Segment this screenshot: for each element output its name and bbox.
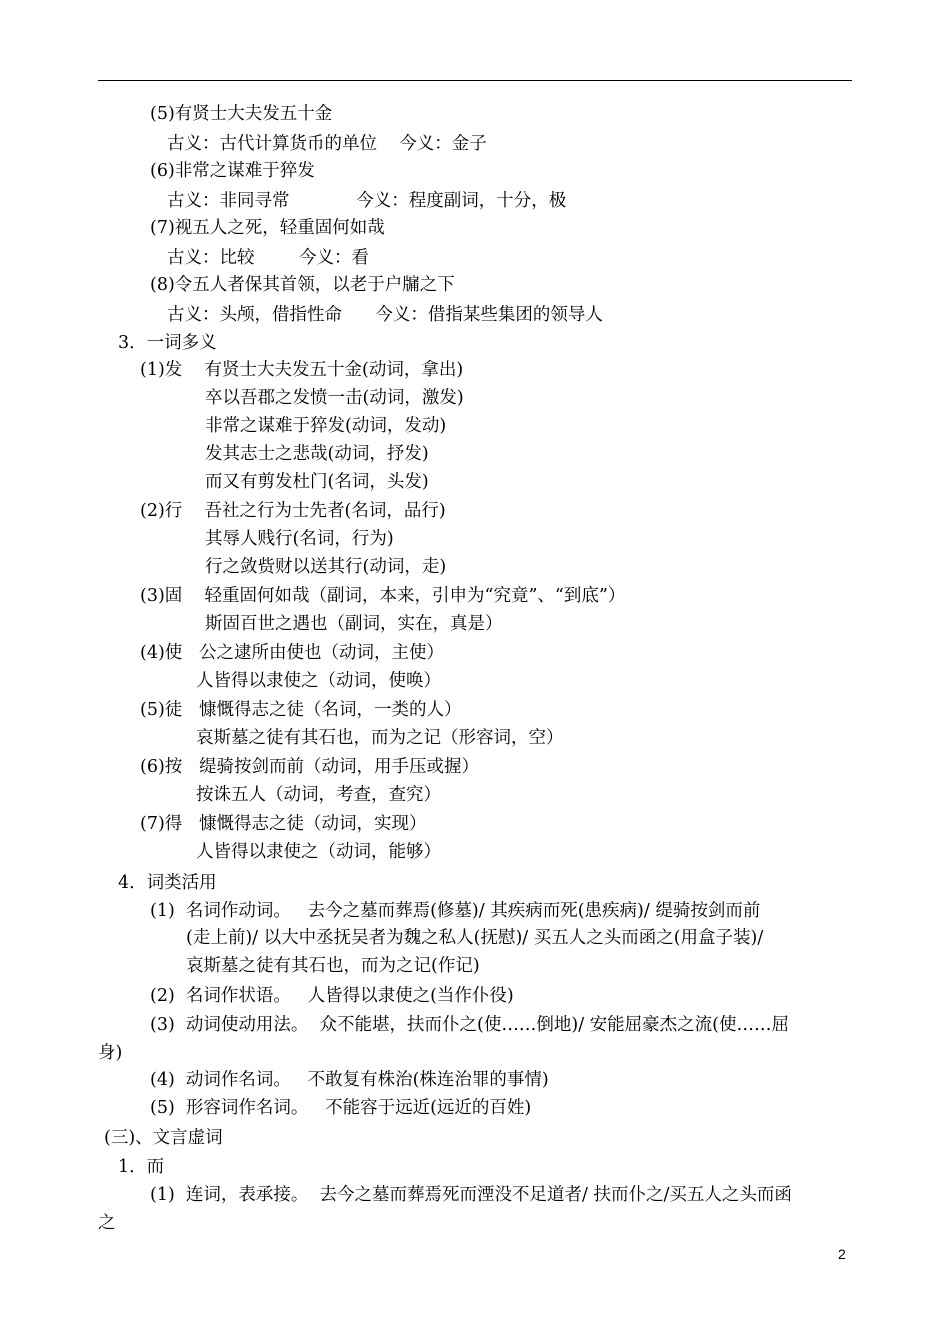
text-line: 古义：古代计算货币的单位 今义：金子 (167, 134, 487, 154)
text-line: 人皆得以隶使之（动词，能够） (196, 842, 441, 862)
text-line: (3) 动词使动用法。 众不能堪，扶而仆之(使……倒地)/ 安能屈豪杰之流(使……屈 (150, 1015, 789, 1035)
text-line: (2)行 吾社之行为士先者(名词，品行) (140, 501, 446, 521)
text-line: 按诛五人（动词，考查，查究） (196, 785, 441, 805)
text-line: 哀斯墓之徒有其石也，而为之记（形容词，空） (196, 728, 564, 748)
text-line: (5)徒 慷慨得志之徒（名词，一类的人） (140, 700, 462, 720)
text-line: (5)有贤士大夫发五十金 (150, 104, 333, 124)
text-line: 哀斯墓之徒有其石也，而为之记(作记) (186, 956, 480, 976)
text-line: (走上前)/ 以大中丞抚吴者为魏之私人(抚慰)/ 买五人之头而函之(用盒子装)/ (186, 928, 764, 948)
section-heading: 4．词类活用 (118, 873, 217, 893)
text-line: 发其志士之悲哉(动词，抒发) (205, 444, 429, 464)
text-line: 古义：头颅，借指性命 今义：借指某些集团的领导人 (167, 305, 603, 325)
text-line: 卒以吾郡之发愤一击(动词，激发) (205, 388, 464, 408)
header-rule (98, 80, 852, 81)
text-line: 古义：非同寻常 今义：程度副词，十分，极 (167, 191, 567, 211)
page-number: 2 (838, 1246, 846, 1262)
text-line: 斯固百世之遇也（副词，实在，真是） (205, 614, 503, 634)
text-line: (1) 连词，表承接。 去今之墓而葬焉死而湮没不足道者/ 扶而仆之/买五人之头而函 (150, 1185, 792, 1205)
section-heading: 3．一词多义 (118, 333, 217, 353)
text-line: (1)发 有贤士大夫发五十金(动词，拿出) (140, 360, 464, 380)
text-line: (6)按 缇骑按剑而前（动词，用手压或握） (140, 757, 479, 777)
text-line: (3)固 轻重固何如哉（副词，本来，引申为“究竟”、“到底”） (140, 586, 626, 606)
text-line: 身) (98, 1043, 123, 1063)
text-line: (4)使 公之逮所由使也（动词，主使） (140, 643, 444, 663)
text-line: 而又有剪发杜门(名词，头发) (205, 472, 429, 492)
text-line: 行之敛赀财以送其行(动词，走) (205, 557, 447, 577)
text-line: (5) 形容词作名词。 不能容于远近(远近的百姓) (150, 1098, 532, 1118)
text-line: 古义：比较 今义：看 (167, 248, 370, 268)
text-line: 非常之谋难于猝发(动词，发动) (205, 416, 447, 436)
text-line: (7)视五人之死，轻重固何如哉 (150, 218, 385, 238)
text-line: (6)非常之谋难于猝发 (150, 161, 315, 181)
text-line: (8)令五人者保其首领，以老于户牖之下 (150, 275, 455, 295)
section-heading: 1．而 (118, 1157, 165, 1177)
text-line: 之 (98, 1213, 116, 1233)
text-line: 人皆得以隶使之（动词，使唤） (196, 671, 441, 691)
text-line: 其辱人贱行(名词，行为) (205, 529, 394, 549)
text-line: (1) 名词作动词。 去今之墓而葬焉(修墓)/ 其疾病而死(患疾病)/ 缇骑按剑而前 (150, 901, 761, 921)
text-line: (7)得 慷慨得志之徒（动词，实现） (140, 814, 427, 834)
section-heading: (三)、文言虚词 (104, 1128, 223, 1148)
text-line: (4) 动词作名词。 不敢复有株治(株连治罪的事情) (150, 1070, 549, 1090)
text-line: (2) 名词作状语。 人皆得以隶使之(当作仆役) (150, 986, 514, 1006)
